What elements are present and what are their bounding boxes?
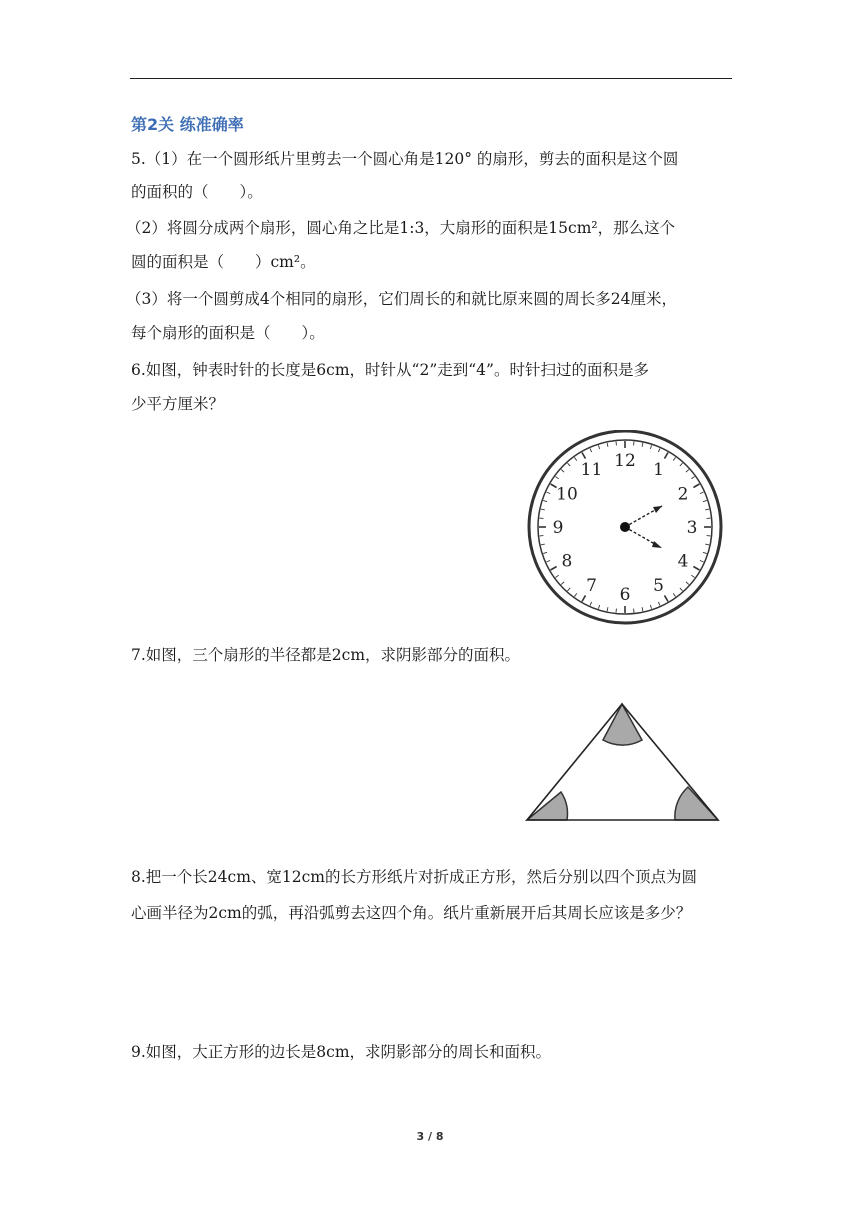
q8-line-1: 8.把一个长24cm、宽12cm的长方形纸片对折成正方形，然后分别以四个顶点为圆: [131, 868, 697, 886]
clock-tick: [543, 500, 547, 501]
q9-line-1: 9.如图，大正方形的边长是8cm，求阴影部分的周长和面积。: [131, 1043, 552, 1061]
clock-numeral: 10: [556, 484, 578, 505]
q5-line-6: 每个扇形的面积是（ ）。: [131, 324, 325, 342]
clock-numeral: 12: [614, 451, 636, 471]
clock-tick: [700, 492, 704, 494]
clock-tick: [561, 469, 564, 472]
section-title: 第2关 练准确率: [131, 115, 244, 134]
q5-line-4: 圆的面积是（ ）cm²。: [131, 253, 316, 271]
clock-numeral: 11: [580, 459, 603, 480]
q5-line-5: （3）将一个圆剪成4个相同的扇形，它们周长的和就比原来圆的周长多24厘米，: [126, 290, 677, 308]
clock-tick: [673, 593, 675, 596]
q5-line-3: （2）将圆分成两个扇形，圆心角之比是1:3，大扇形的面积是15cm²，那么这个: [126, 219, 676, 237]
clock-tick: [607, 443, 608, 447]
clock-tick: [642, 607, 643, 611]
triangle-figure: [520, 696, 726, 828]
clock-tick: [546, 560, 550, 562]
q8-line-2: 心画半径为2cm的弧，再沿弧剪去这四个角。纸片重新展开后其周长应该是多少？: [131, 904, 692, 922]
clock-tick: [541, 509, 545, 510]
clock-numeral: 9: [552, 518, 564, 538]
clock-tick: [658, 448, 660, 452]
page-number: 3 / 8: [416, 1130, 444, 1143]
clock-numeral: 7: [586, 576, 597, 597]
clock-tick: [574, 593, 576, 596]
clock-tick: [598, 605, 599, 609]
clock-tick: [703, 500, 707, 501]
clock-tick: [567, 588, 570, 591]
clock-tick: [590, 602, 592, 606]
clock-tick: [555, 476, 558, 478]
clock-center: [620, 522, 630, 532]
q6-line-1: 6.如图，钟表时针的长度是6cm，时针从“2”走到“4”。时针扫过的面积是多: [131, 361, 649, 379]
clock-tick: [561, 582, 564, 585]
clock-tick: [705, 509, 709, 510]
clock-numeral: 8: [561, 551, 573, 572]
clock-tick: [650, 445, 651, 449]
clock-tick: [551, 567, 557, 571]
clock-tick: [543, 552, 547, 553]
clock-tick: [693, 484, 699, 488]
shaded-sector-right: [675, 787, 718, 820]
clock-tick: [567, 463, 570, 466]
clock-numeral: 2: [677, 484, 689, 505]
clock-numeral: 4: [677, 551, 689, 572]
clock-tick: [555, 575, 558, 577]
clock-tick: [642, 443, 643, 447]
clock-tick: [541, 544, 545, 545]
clock-tick: [607, 607, 608, 611]
clock-tick: [686, 469, 689, 472]
clock-figure: [525, 430, 725, 626]
clock-tick: [658, 602, 660, 606]
clock-tick: [665, 595, 669, 601]
clock-tick: [680, 463, 683, 466]
hand-arrow-4: [652, 541, 662, 548]
clock-tick: [582, 595, 586, 601]
clock-tick: [574, 457, 576, 460]
clock-tick: [705, 544, 709, 545]
shaded-sector-top: [603, 704, 642, 745]
clock-tick: [703, 552, 707, 553]
q7-line-1: 7.如图，三个扇形的半径都是2cm，求阴影部分的面积。: [131, 646, 521, 664]
clock-tick: [546, 492, 550, 494]
clock-numeral: 5: [653, 576, 664, 597]
clock-tick: [598, 445, 599, 449]
clock-tick: [590, 448, 592, 452]
clock-tick: [582, 453, 586, 459]
clock-tick: [693, 567, 699, 571]
clock-tick: [691, 476, 694, 478]
q6-line-2: 少平方厘米？: [131, 395, 225, 413]
clock-tick: [691, 575, 694, 577]
q5-line-2: 的面积的（ ）。: [131, 183, 263, 201]
clock-tick: [650, 605, 651, 609]
clock-tick: [673, 457, 675, 460]
clock-numeral: 6: [619, 585, 631, 605]
clock-tick: [680, 588, 683, 591]
clock-tick: [665, 453, 669, 459]
clock-tick: [686, 582, 689, 585]
clock-numeral: 1: [653, 459, 664, 480]
hand-arrow-2: [653, 506, 662, 513]
clock-numeral: 3: [686, 518, 698, 538]
clock-tick: [700, 560, 704, 562]
q5-line-1: 5.（1）在一个圆形纸片里剪去一个圆心角是120° 的扇形，剪去的面积是这个圆: [131, 150, 679, 168]
header-rule: [130, 78, 732, 79]
